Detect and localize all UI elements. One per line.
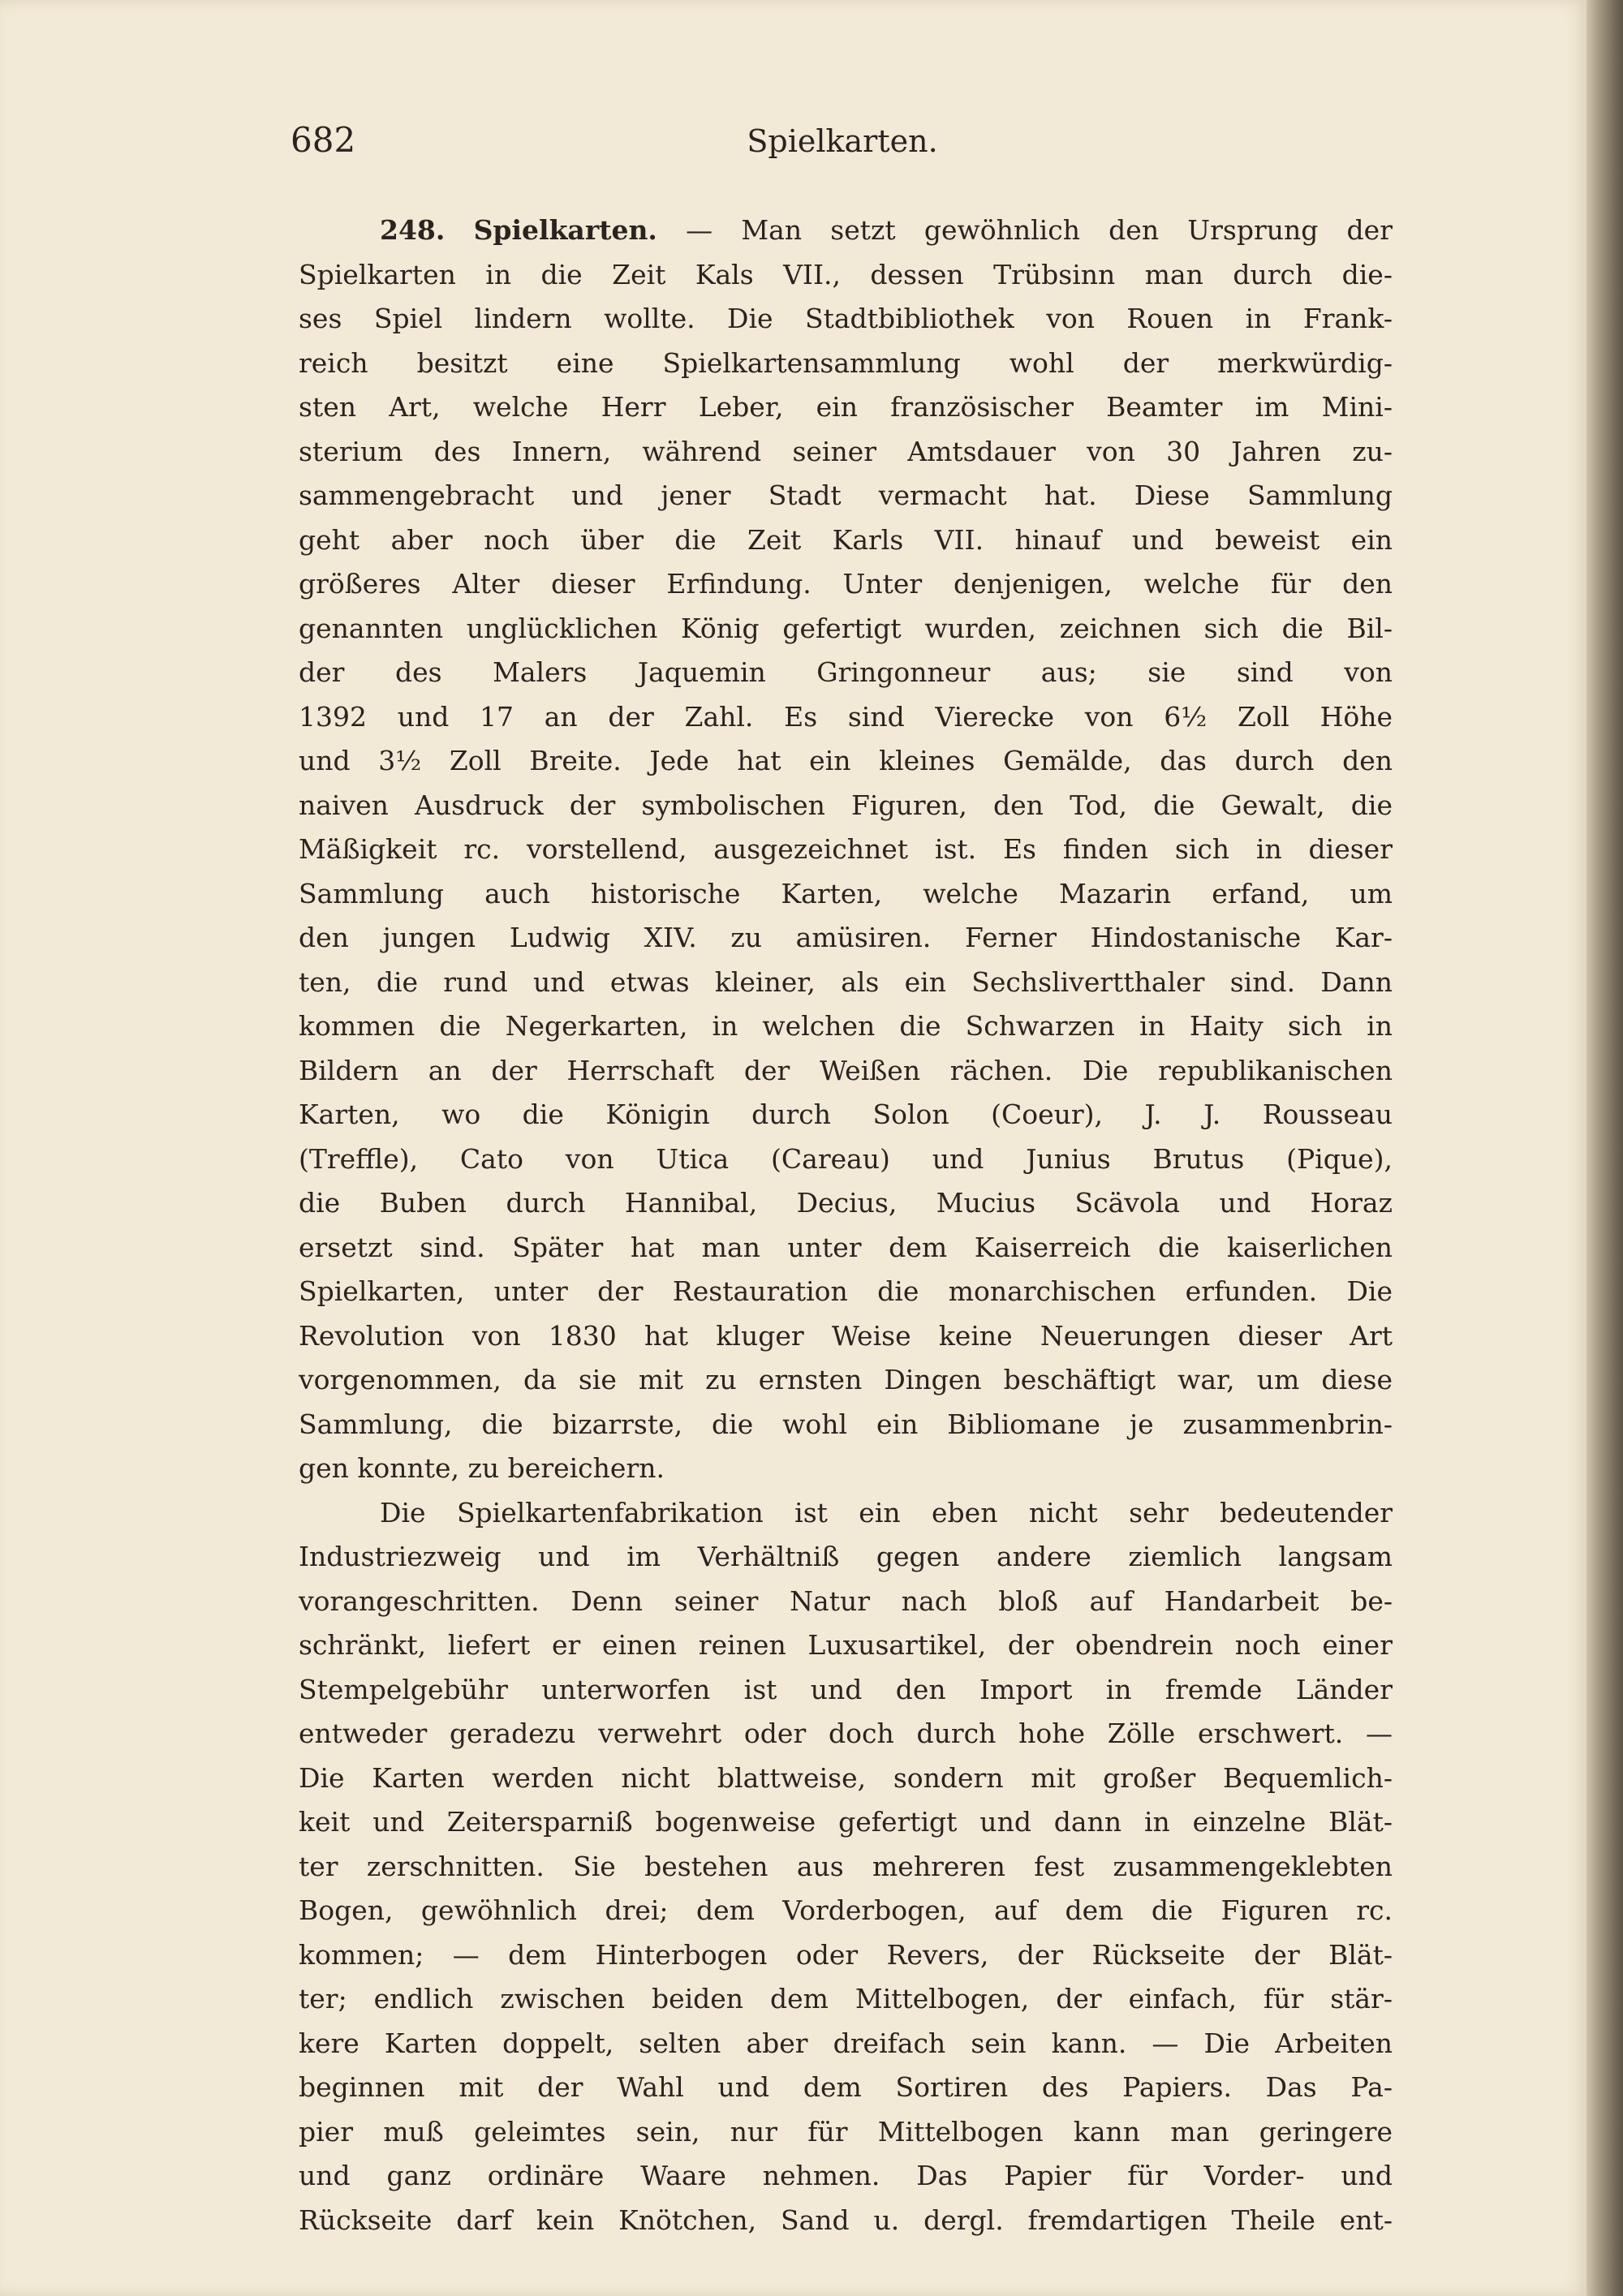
text-line: Spielkarten in die Zeit Kals VII., dessen Trübsinn man durch die- [299, 258, 1393, 290]
text-line: Spielkarten, unter der Restauration die monarchischen erfunden. Die [299, 1275, 1393, 1307]
section-title: Spielkarten. [473, 214, 657, 246]
text-line: Sammlung auch historische Karten, welche Mazarin erfand, um [299, 877, 1393, 909]
text-line: größeres Alter dieser Erfindung. Unter denjenigen, welche für den [299, 568, 1393, 600]
text-line: kommen; — dem Hinterbogen oder Revers, der Rückseite der Blät- [299, 1938, 1393, 1971]
text-line: kommen die Negerkarten, in welchen die Schwarzen in Haity sich in [299, 1010, 1393, 1042]
text-line: naiven Ausdruck der symbolischen Figuren, den Tod, die Gewalt, die [299, 789, 1393, 821]
text-line: beginnen mit der Wahl und dem Sortiren des Papiers. Das Pa- [299, 2071, 1393, 2103]
text-line: Revolution von 1830 hat kluger Weise keine Neuerungen dieser Art [299, 1319, 1393, 1352]
text-line: und ganz ordinäre Waare nehmen. Das Papier für Vorder- und [299, 2160, 1393, 2191]
text-line: entweder geradezu verwehrt oder doch durch hohe Zölle erschwert. — [299, 1718, 1393, 1749]
text-line: sammengebracht und jener Stadt vermacht hat. Diese Sammlung [299, 479, 1393, 511]
text-line: Sammlung, die bizarrste, die wohl ein Bibliomane je zusammenbrin- [299, 1408, 1393, 1440]
text-line: ter; endlich zwischen beiden dem Mittelbogen, der einfach, für stär- [299, 1983, 1393, 2014]
page-header [291, 120, 1394, 169]
text-line: ersetzt sind. Später hat man unter dem Kaiserreich die kaiserlichen [299, 1231, 1393, 1263]
text-line: der des Malers Jaquemin Gringonneur aus; sie sind von [299, 656, 1393, 688]
text-line: den jungen Ludwig XIV. zu amüsiren. Ferner Hindostanische Kar- [299, 922, 1393, 953]
text-line: sterium des Innern, während seiner Amtsdauer von 30 Jahren zu- [299, 435, 1393, 467]
text-line: Karten, wo die Königin durch Solon (Coeur), J. J. Rousseau [299, 1099, 1393, 1130]
paragraph-1 [299, 253, 1393, 1491]
page-number: 682 [291, 120, 356, 160]
text-line: reich besitzt eine Spielkartensammlung wohl der merkwürdig- [299, 346, 1393, 379]
page-edge [1586, 0, 1623, 2296]
text-line: Die Spielkartenfabrikation ist ein eben nicht sehr bedeutender [380, 1496, 1393, 1529]
text-line: 1392 und 17 an der Zahl. Es sind Vierecke von 6½ Zoll Höhe [299, 700, 1393, 733]
running-title: Spielkarten. [747, 123, 938, 159]
text-line: ses Spiel lindern wollte. Die Stadtbibliothek von Rouen in Frank- [299, 303, 1393, 334]
text-line: Rückseite darf kein Knötchen, Sand u. dergl. fremdartigen Theile ent- [299, 2204, 1393, 2236]
text-line: Bogen, gewöhnlich drei; dem Vorderbogen, auf dem die Figuren rc. [299, 1894, 1393, 1926]
body-text [299, 209, 1393, 2242]
text-line: kere Karten doppelt, selten aber dreifach sein kann. — Die Arbeiten [299, 2027, 1393, 2059]
text-line: sten Art, welche Herr Leber, ein französischer Beamter im Mini- [299, 391, 1393, 423]
section-number: 248. [380, 214, 446, 246]
text-line: ter zerschnitten. Sie bestehen aus mehreren fest zusammengeklebten [299, 1850, 1393, 1882]
text-line: schränkt, liefert er einen reinen Luxusartikel, der obendrein noch einer [299, 1629, 1393, 1661]
text-line: Stempelgebühr unterworfen ist und den Import in fremde Länder [299, 1673, 1393, 1705]
text-line: die Buben durch Hannibal, Decius, Mucius Scävola und Horaz [299, 1187, 1393, 1219]
text-line: Mäßigkeit rc. vorstellend, ausgezeichnet ist. Es finden sich in dieser [299, 833, 1393, 865]
text-line: pier muß geleimtes sein, nur für Mittelbogen kann man geringere [299, 2115, 1393, 2148]
text-line: geht aber noch über die Zeit Karls VII. hinauf und beweist ein [299, 523, 1393, 556]
text-line: ten, die rund und etwas kleiner, als ein Sechslivertthaler sind. Dann [299, 965, 1393, 998]
text-line: Bildern an der Herrschaft der Weißen rächen. Die republikanischen [299, 1054, 1393, 1086]
text-line: Die Karten werden nicht blattweise, sondern mit großer Bequemlich- [299, 1761, 1393, 1794]
text-line: und 3½ Zoll Breite. Jede hat ein kleines Gemälde, das durch den [299, 745, 1393, 776]
section-first-line: — Man setzt gewöhnlich den Ursprung der [686, 214, 1393, 246]
text-line: vorangeschritten. Denn seiner Natur nach bloß auf Handarbeit be- [299, 1584, 1393, 1617]
text-line: keit und Zeitersparniß bogenweise gefertigt und dann in einzelne Blät- [299, 1806, 1393, 1838]
text-line: (Treffle), Cato von Utica (Careau) und Junius Brutus (Pique), [299, 1142, 1393, 1175]
section-heading-line [299, 209, 1393, 253]
text-line: vorgenommen, da sie mit zu ernsten Dingen beschäftigt war, um diese [299, 1364, 1393, 1395]
text-line: genannten unglücklichen König gefertigt wurden, zeichnen sich die Bil- [299, 612, 1393, 644]
text-line: Industriezweig und im Verhältniß gegen andere ziemlich langsam [299, 1541, 1393, 1572]
text-line: gen konnte, zu bereichern. [299, 1452, 665, 1484]
paragraph-2 [299, 1491, 1393, 2243]
